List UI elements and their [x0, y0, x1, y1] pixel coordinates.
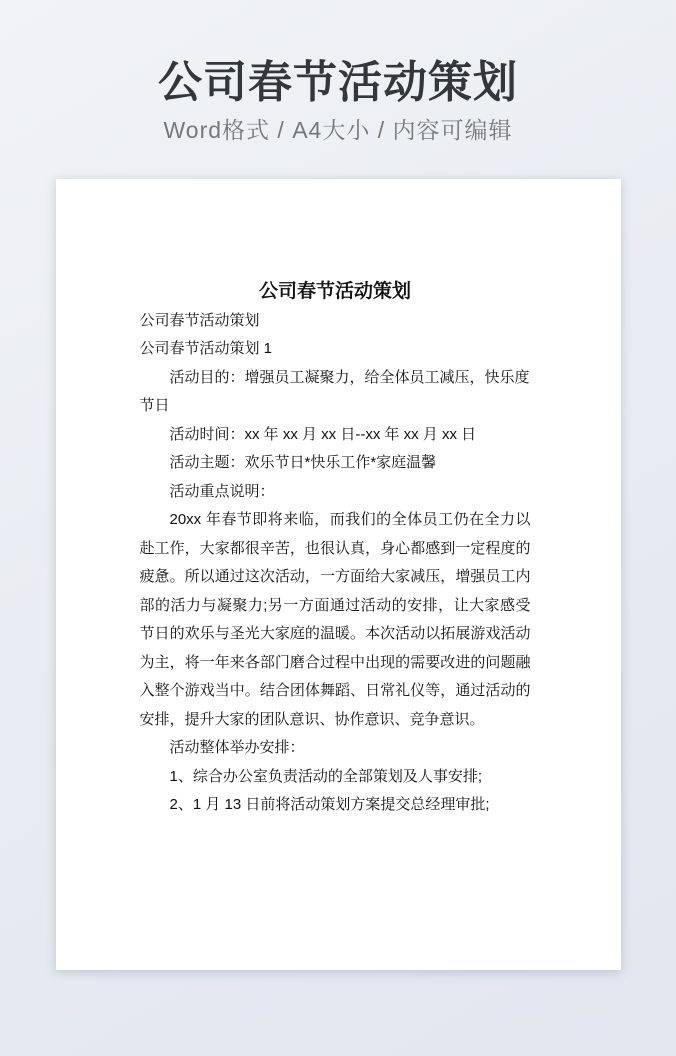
document-paragraph: 活动重点说明： [169, 482, 275, 500]
document-paragraph: 活动主题：欢乐节日*快乐工作*家庭温馨 [169, 454, 437, 472]
document-paragraph: 活动时间：xx 年 xx 月 xx 日--xx 年 xx 月 xx 日 [169, 425, 477, 443]
document-title: 公司春节活动策划 [258, 280, 411, 302]
document-paragraph: 1、综合办公室负责活动的全部策划及人事安排; [169, 767, 483, 785]
document-paragraph: 活动目的：增强员工凝聚力，给全体员工减压，快乐度节日 [139, 368, 530, 415]
document-paragraph: 20xx 年春节即将来临，而我们的全体员工仍在全力以赴工作，大家都很辛苦，也很认真，身心都感到一定程度的疲惫。所以通过这次活动，一方面给大家减压，增强员工内部的活力与凝聚力;另一方面通过活动的安排，让大家感受节日的欢乐与圣光大家庭的温暖。本次活动以拓展游戏活动为主，将一年来各部门磨合过程中出现的需要改进的问题融入整个游戏当中。结合团体舞蹈、日常礼仪等，通过活动的安排，提升大家的团队意识、协作意识、竞争意识。 [139, 511, 531, 728]
document-paragraph: 2、1 月 13 日前将活动策划方案提交总经理审批; [169, 796, 490, 814]
template-title: 公司春节活动策划 [158, 58, 518, 107]
template-subtitle: Word格式 / A4大小 / 内容可编辑 [163, 116, 513, 143]
document-paragraph: 活动整体举办安排： [169, 739, 305, 757]
document-paragraph: 公司春节活动策划 1 [139, 340, 273, 358]
document-page [56, 179, 621, 970]
document-paragraph: 公司春节活动策划 [139, 311, 260, 329]
template-header [0, 0, 676, 146]
